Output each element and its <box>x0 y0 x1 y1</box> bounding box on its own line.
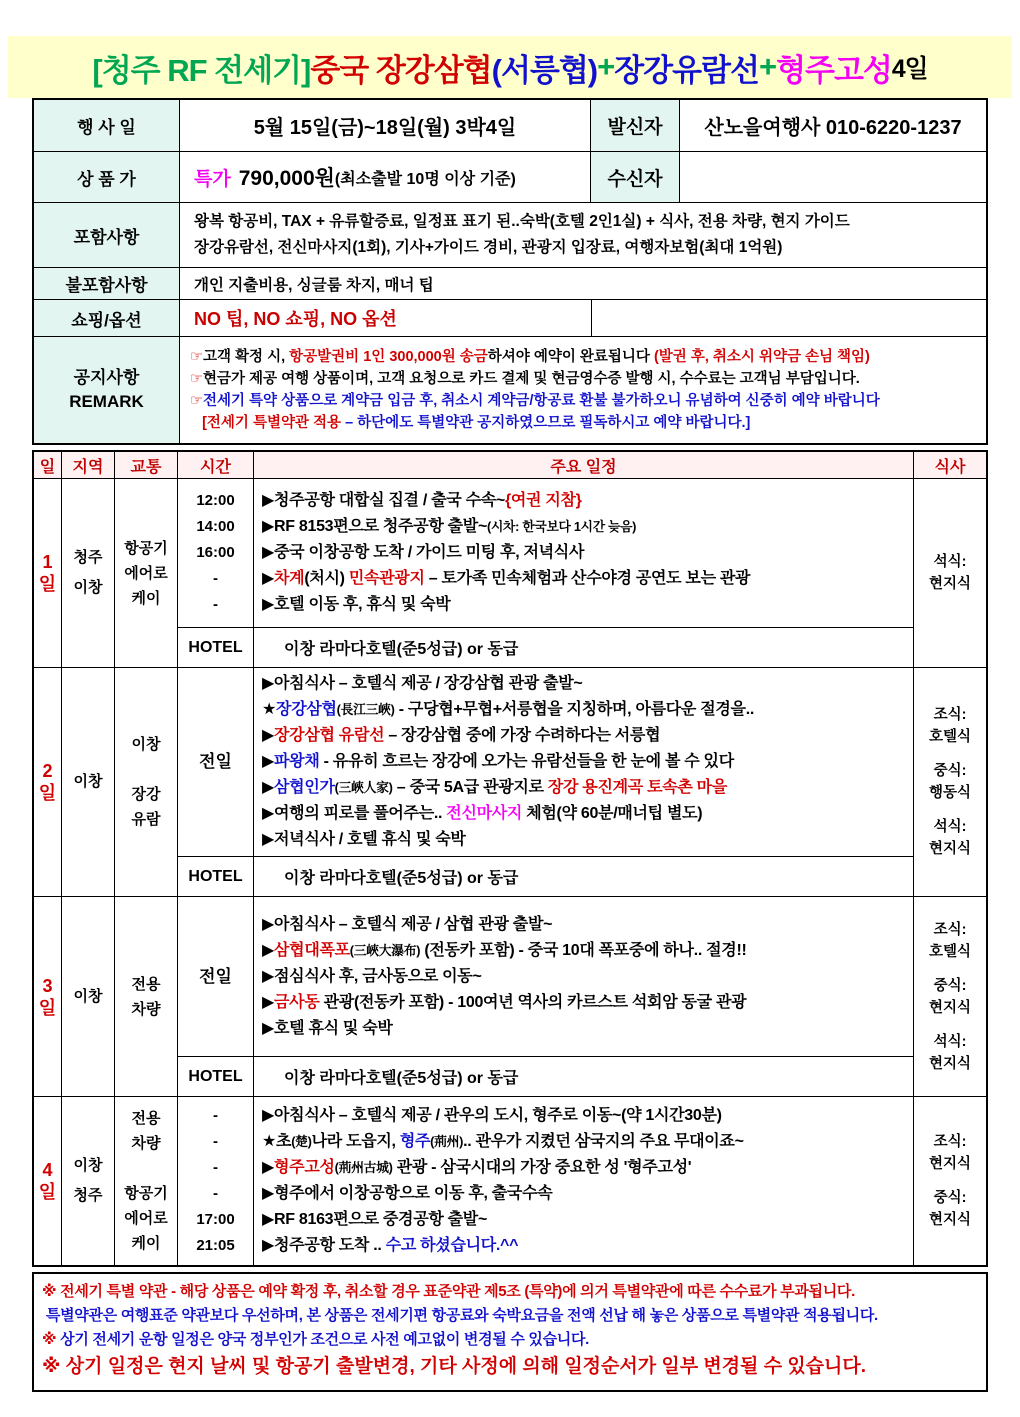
text-segment: + <box>758 49 777 84</box>
text-segment: 형주 <box>399 1133 431 1150</box>
region-cell: 이창 청주 <box>62 1097 115 1265</box>
price-special-badge: 특가 <box>194 168 231 190</box>
schedule-line <box>262 801 913 827</box>
meal-group: 중식: 행동식 <box>928 763 972 801</box>
text-segment: 관광 - 삼국시대의 가장 중요한 성 '형주고성' <box>392 1159 692 1176</box>
text-segment: (전동카 포함) - 중국 10대 폭포중에 하나.. 절경!! <box>420 941 747 959</box>
text-segment: 삼협대폭포 <box>274 941 350 959</box>
day-number: 3 일 <box>34 897 62 1096</box>
text-segment: ▶저녁식사 / 호텔 휴식 및 숙박 <box>262 831 466 848</box>
text-segment: ▶ <box>262 993 275 1011</box>
schedule-line <box>262 1181 913 1207</box>
remark-line <box>190 368 860 390</box>
shopping-label: 쇼핑/옵션 <box>34 300 180 336</box>
hotel-label: HOTEL <box>178 1057 254 1096</box>
day-number: 2 일 <box>34 668 62 896</box>
text-segment: ☞ <box>190 349 203 365</box>
text-segment: ▶ <box>262 779 275 796</box>
schedule-line <box>262 566 913 592</box>
text-segment: ▶호텔 이동 후, 휴식 및 숙박 <box>262 596 451 613</box>
remark-line <box>190 412 750 434</box>
schedule-line <box>262 912 913 938</box>
price-row <box>34 152 986 203</box>
day-row <box>34 668 986 897</box>
sender-label: 발신자 <box>590 100 680 151</box>
meal-cell <box>914 668 986 896</box>
meal-group: 조식: 호텔식 <box>928 921 972 960</box>
text-segment: ☞ <box>190 393 203 409</box>
text-segment: (楚) <box>291 1134 312 1149</box>
hotel-label: HOTEL <box>178 857 254 896</box>
day-row <box>34 479 986 668</box>
remark-row <box>34 337 986 443</box>
text-segment: – 하단에도 특별약관 공지하였으므로 필독하시고 예약 바랍니다.] <box>341 415 751 431</box>
transport-cell: 이창 장강 유람 <box>115 668 178 896</box>
text-segment: ▶RF 8153편으로 청주공항 출발~ <box>262 518 488 535</box>
text-segment: ▶호텔 휴식 및 숙박 <box>262 1019 393 1037</box>
itinerary-document <box>32 0 988 1392</box>
text-segment: ★초 <box>262 1133 292 1150</box>
shopping-value: NO 팁, NO 쇼핑, NO 옵션 <box>180 300 592 336</box>
transport-cell: 항공기 에어로 케이 <box>115 479 178 667</box>
text-segment: 나라 도읍지, <box>311 1133 400 1150</box>
region-cell: 청주 이창 <box>62 479 115 667</box>
text-segment: ☞ <box>190 371 203 387</box>
meal-group: 중식: 현지식 <box>928 977 972 1016</box>
time-cell: 전일 <box>178 897 254 1056</box>
text-segment: (처시) <box>304 570 349 587</box>
text-segment: [전세기 특별약관 적용 <box>190 415 342 431</box>
hotel-name: 이창 라마다호텔(준5성급) or 동급 <box>284 641 519 658</box>
text-segment: - 구당협+무협+서릉협을 지칭하며, 아름다운 절경을.. <box>394 701 754 718</box>
meal-group: 석식: 현지식 <box>928 819 972 857</box>
text-segment: 항공발권비 1인 300,000원 송금 <box>289 349 488 365</box>
text-segment: ▶ <box>262 727 275 744</box>
meal-group: 조식: 현지식 <box>928 1134 972 1172</box>
event-date-value: 5월 15일(금)~18일(월) 3박4일 <box>253 117 517 139</box>
schedule-line <box>262 697 913 723</box>
day-number: 1 일 <box>34 479 62 667</box>
text-segment: 중국 장강삼협 <box>310 52 492 88</box>
text-segment: ★ <box>262 701 277 718</box>
text-segment: ▶RF 8163편으로 중경공항 출발~ <box>262 1211 488 1228</box>
exclude-label: 불포함사항 <box>34 268 180 299</box>
text-segment: 현금가 제공 여행 상품이며, 고객 요청으로 카드 결제 및 현금영수증 발행 시, 수수료는 고객님 부담입니다. <box>203 371 860 387</box>
schedule-line <box>262 1155 913 1181</box>
include-label: 포함사항 <box>34 203 180 267</box>
day-row <box>34 897 986 1097</box>
text-segment: (荊州) <box>430 1134 464 1149</box>
meal-cell <box>914 1097 986 1265</box>
text-segment: (三峽大瀑布) <box>349 942 421 958</box>
exclude-value: 개인 지출비용, 싱글룸 차지, 매너 팁 <box>194 276 434 294</box>
text-segment: ▶아침식사 – 호텔식 제공 / 장강삼협 관광 출발~ <box>262 675 583 692</box>
text-segment: ▶ <box>262 1159 275 1176</box>
schedule-line <box>262 1129 913 1155</box>
text-segment: 형주고성 <box>274 1159 335 1176</box>
header-meal: 식사 <box>934 458 966 476</box>
remark-content <box>180 337 986 443</box>
text-segment: ▶ <box>262 753 275 770</box>
meal-cell <box>914 479 986 667</box>
schedule-line <box>262 1016 913 1042</box>
text-segment: 파왕채 <box>274 753 320 770</box>
text-segment: 4일 <box>891 56 928 83</box>
text-segment: ▶ <box>262 570 275 587</box>
hotel-label: HOTEL <box>178 628 254 667</box>
note-line <box>42 1304 978 1328</box>
text-segment: ▶ <box>262 941 275 959</box>
schedule-cell <box>254 1097 913 1265</box>
time-cell: 12:00 14:00 16:00 - - <box>178 479 254 627</box>
text-segment: + <box>597 49 615 84</box>
day-number: 4 일 <box>34 1097 62 1265</box>
schedule-cell <box>254 897 913 1056</box>
text-segment: (발권 후, 취소시 위약금 손님 책임) <box>653 349 870 365</box>
hotel-row <box>178 627 913 667</box>
hotel-name: 이창 라마다호텔(준5성급) or 동급 <box>284 1070 519 1087</box>
price-label: 상 품 가 <box>34 152 180 202</box>
schedule-line <box>262 723 913 749</box>
text-segment: 민속관광지 <box>348 570 425 587</box>
remark-line <box>190 346 870 368</box>
remark-line <box>190 390 880 412</box>
text-segment: (서릉협) <box>491 52 598 88</box>
meal-group: 조식: 호텔식 <box>928 707 972 745</box>
info-table <box>32 98 988 445</box>
text-segment: 관광(전동카 포함) - 100여년 역사의 카르스트 석회암 동굴 관광 <box>319 993 747 1011</box>
text-segment: – 중국 5A급 관광지로 <box>392 779 548 796</box>
schedule-line <box>262 488 913 514</box>
text-segment: – 토가족 민속체험과 산수야경 공연도 보는 관광 <box>424 570 751 587</box>
text-segment: 삼협인가 <box>274 779 335 796</box>
text-segment: 금사동 <box>274 993 320 1011</box>
text-segment: ※ 전세기 특별 약관 - 해당 상품은 예약 확정 후, 취소할 경우 표준약관 제5조 (특약)에 의거 특별약관에 따른 수수료가 부과됩니다. <box>42 1283 855 1300</box>
header-region: 지역 <box>62 452 115 478</box>
hotel-row <box>178 856 913 896</box>
remark-label-line2: REMARK <box>69 392 144 411</box>
header-transport: 교통 <box>115 452 178 478</box>
text-segment: 고객 확정 시, <box>203 349 290 365</box>
schedule-line <box>262 671 913 697</box>
text-segment: ▶형주에서 이창공항으로 이동 후, 출국수속 <box>262 1185 553 1202</box>
text-segment: (三峽人家) <box>334 780 393 795</box>
text-segment: - 유유히 흐르는 장강에 오가는 유람선들을 한 눈에 볼 수 있다 <box>319 753 734 770</box>
include-value <box>180 203 986 267</box>
region-cell: 이창 <box>62 897 115 1096</box>
schedule-line <box>262 749 913 775</box>
header-time: 시간 <box>178 452 254 478</box>
remark-label <box>34 337 180 443</box>
text-segment: 장강 용진계곡 토속촌 마을 <box>547 779 727 796</box>
event-date-row <box>34 100 986 152</box>
text-segment: 장강삼협 유람선 <box>274 727 385 744</box>
meal-group: 중식: 현지식 <box>928 1190 972 1228</box>
region-cell: 이창 <box>62 668 115 896</box>
header-day: 일 <box>34 452 62 478</box>
text-segment: (長江三峽) <box>336 702 395 717</box>
note-line <box>42 1352 978 1382</box>
schedule-line <box>262 964 913 990</box>
schedule-line <box>262 1103 913 1129</box>
text-segment: 장강삼협 <box>276 701 337 718</box>
schedule-cell <box>254 668 913 856</box>
text-segment: 전세기 특약 상품으로 계약금 입금 후, 취소시 계약금/항공료 환불 불가하오니 유념하여 신중히 예약 바랍니다 <box>203 393 880 409</box>
receiver-label: 수신자 <box>590 152 680 202</box>
schedule-table <box>32 450 988 1267</box>
text-segment: 상기 전세기 운항 일정은 양국 정부인가 조건으로 사전 예고없이 변경될 수 있습니다. <box>56 1331 590 1348</box>
time-cell: - - - - 17:00 21:05 <box>178 1097 254 1265</box>
receiver-value <box>680 152 986 202</box>
hotel-row <box>178 1056 913 1096</box>
note-line <box>42 1280 978 1304</box>
text-segment: .. 관우가 지켰던 삼국지의 주요 무대이죠~ <box>463 1133 744 1150</box>
include-line2: 장강유람선, 전신마사지(1회), 기사+가이드 경비, 관광지 입장료, 여행자보험(최대 1억원) <box>194 239 783 256</box>
page-title <box>8 36 1012 98</box>
text-segment: ▶아침식사 – 호텔식 제공 / 관우의 도시, 형주로 이동~(약 1시간30분) <box>262 1107 722 1124</box>
schedule-header <box>34 452 986 479</box>
remark-label-line1: 공지사항 <box>73 368 140 387</box>
time-cell: 전일 <box>178 668 254 856</box>
text-segment: {여권 지참} <box>504 492 582 509</box>
transport-cell: 전용 차량 <box>115 897 178 1096</box>
text-segment: ▶중국 이창공항 도착 / 가이드 미팅 후, 저녁식사 <box>262 544 585 561</box>
hotel-name: 이창 라마다호텔(준5성급) or 동급 <box>284 870 519 887</box>
meal-group: 석식: 현지식 <box>928 554 972 592</box>
text-segment: ▶청주공항 대합실 집결 / 출국 수속~ <box>262 492 505 509</box>
schedule-line <box>262 592 913 618</box>
text-segment: – 장강삼협 중에 가장 수려하다는 서릉협 <box>384 727 661 744</box>
text-segment: 장강유람선 <box>614 52 759 88</box>
schedule-line <box>262 1233 913 1259</box>
transport-cell: 전용 차량 항공기 에어로 케이 <box>115 1097 178 1265</box>
text-segment: 하셔야 예약이 완료됩니다 <box>487 349 654 365</box>
text-segment: ▶청주공항 도착 .. <box>262 1237 386 1254</box>
text-segment: [청주 RF 전세기] <box>92 52 311 88</box>
text-segment: 체험(약 60분/매너팁 별도) <box>522 805 703 822</box>
exclude-row <box>34 268 986 300</box>
price-amount: 790,000원 <box>238 167 335 190</box>
text-segment: ▶아침식사 – 호텔식 제공 / 삼협 관광 출발~ <box>262 915 553 933</box>
text-segment: 형주고성 <box>776 52 892 88</box>
header-main: 주요 일정 <box>254 452 914 478</box>
day-row <box>34 1097 986 1265</box>
schedule-line <box>262 514 913 540</box>
text-segment: 수고 하셨습니다.^^ <box>385 1237 519 1254</box>
text-segment: (시차: 한국보다 1시간 늦음) <box>487 519 637 534</box>
note-line <box>42 1328 978 1352</box>
text-segment: 차계 <box>274 570 305 587</box>
text-segment: ※ 상기 일정은 현지 날씨 및 항공기 출발변경, 기타 사정에 의해 일정순서가 일부 변경될 수 있습니다. <box>42 1356 867 1377</box>
include-line1: 왕복 항공비, TAX + 유류할증료, 일정표 표기 된..숙박(호텔 2인1실) + 식사, 전용 차량, 현지 가이드 <box>194 213 850 230</box>
price-value <box>180 152 590 202</box>
schedule-line <box>262 1207 913 1233</box>
text-segment: 특별약관은 여행표준 약관보다 우선하며, 본 상품은 전세기편 항공료와 숙박요금을 전액 선납 해 놓은 상품으로 특별약관 적용됩니다. <box>42 1307 878 1324</box>
schedule-line <box>262 990 913 1016</box>
schedule-cell <box>254 479 913 627</box>
include-row <box>34 203 986 268</box>
schedule-line <box>262 827 913 853</box>
schedule-line <box>262 775 913 801</box>
text-segment: (荊州古城) <box>334 1160 393 1175</box>
shopping-row <box>34 300 986 337</box>
text-segment: 전신마사지 <box>446 805 523 822</box>
sender-value: 산노을여행사 010-6220-1237 <box>704 117 962 139</box>
schedule-line <box>262 540 913 566</box>
meal-group: 석식: 현지식 <box>928 1033 972 1072</box>
schedule-line <box>262 938 913 964</box>
price-note: (최소출발 10명 이상 기준) <box>334 170 516 188</box>
shopping-empty-cell <box>592 300 986 336</box>
text-segment: ※ <box>42 1331 57 1348</box>
event-date-label: 행 사 일 <box>34 100 180 151</box>
special-terms-notes <box>32 1272 988 1392</box>
text-segment: ▶점심식사 후, 금사동으로 이동~ <box>262 967 482 985</box>
meal-cell <box>914 897 986 1096</box>
text-segment: ▶여행의 피로를 풀어주는.. <box>262 805 447 822</box>
